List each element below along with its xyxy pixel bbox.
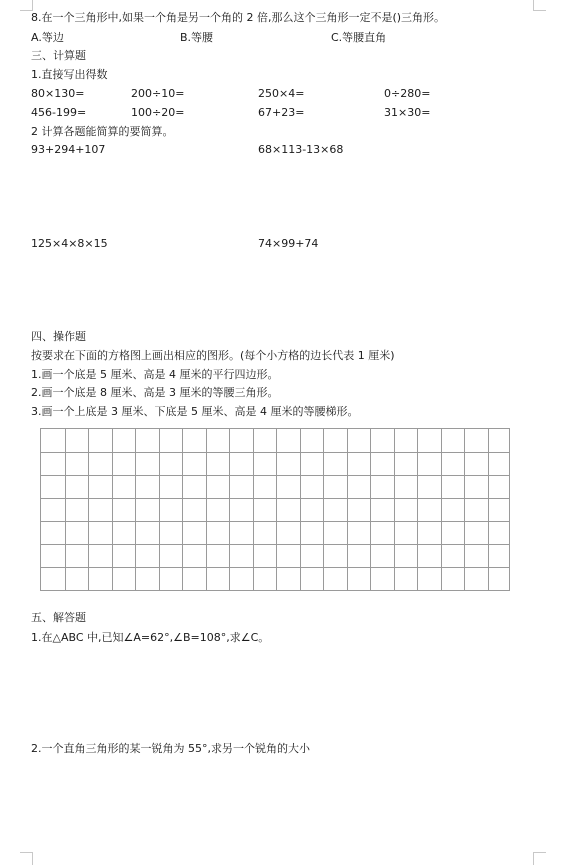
- grid-line: [347, 429, 348, 590]
- grid-line: [182, 429, 183, 590]
- grid-line: [417, 429, 418, 590]
- grid-line: [323, 429, 324, 590]
- grid-line: [370, 429, 371, 590]
- grid-line: [300, 429, 301, 590]
- section3-sub2: 2 计算各题能简算的要简算。: [31, 125, 174, 138]
- grid-paper: [40, 428, 510, 591]
- grid-line: [159, 429, 160, 590]
- calc-problem: 125×4×8×15: [31, 237, 108, 250]
- mental-math-item: 31×30=: [384, 106, 431, 119]
- q8-option-b: B.等腰: [180, 31, 214, 44]
- grid-line: [488, 429, 489, 590]
- mental-math-item: 200÷10=: [131, 87, 185, 100]
- grid-line: [41, 475, 509, 476]
- grid-line: [394, 429, 395, 590]
- mental-math-item: 0÷280=: [384, 87, 431, 100]
- grid-line: [135, 429, 136, 590]
- section5-question-2: 2.一个直角三角形的某一锐角为 55°,求另一个锐角的大小: [31, 742, 310, 755]
- crop-mark-bottom-left: [20, 852, 33, 865]
- grid-line: [88, 429, 89, 590]
- crop-mark-top-right: [533, 0, 546, 11]
- drawing-task: 3.画一个上底是 3 厘米、下底是 5 厘米、高是 4 厘米的等腰梯形。: [31, 405, 359, 418]
- grid-line: [206, 429, 207, 590]
- section3-sub1: 1.直接写出得数: [31, 68, 108, 81]
- grid-line: [229, 429, 230, 590]
- section4-title: 四、操作题: [31, 330, 86, 343]
- mental-math-item: 250×4=: [258, 87, 305, 100]
- calc-problem: 93+294+107: [31, 143, 106, 156]
- mental-math-item: 100÷20=: [131, 106, 185, 119]
- q8-option-c: C.等腰直角: [331, 31, 387, 44]
- q8-stem: 8.在一个三角形中,如果一个角是另一个角的 2 倍,那么这个三角形一定不是()三角形。: [31, 11, 446, 24]
- section5-question-1: 1.在△ABC 中,已知∠A=62°,∠B=108°,求∠C。: [31, 631, 270, 644]
- mental-math-item: 67+23=: [258, 106, 305, 119]
- grid-line: [41, 521, 509, 522]
- drawing-task: 2.画一个底是 8 厘米、高是 3 厘米的等腰三角形。: [31, 386, 279, 399]
- mental-math-item: 80×130=: [31, 87, 85, 100]
- grid-line: [41, 567, 509, 568]
- grid-line: [441, 429, 442, 590]
- grid-line: [276, 429, 277, 590]
- crop-mark-bottom-right: [533, 852, 546, 865]
- grid-line: [41, 452, 509, 453]
- section4-intro: 按要求在下面的方格图上画出相应的图形。(每个小方格的边长代表 1 厘米): [31, 349, 395, 362]
- mental-math-item: 456-199=: [31, 106, 87, 119]
- crop-mark-top-left: [20, 0, 33, 11]
- section5-title: 五、解答题: [31, 611, 86, 624]
- calc-problem: 68×113-13×68: [258, 143, 344, 156]
- q8-option-a: A.等边: [31, 31, 64, 44]
- calc-problem: 74×99+74: [258, 237, 319, 250]
- section3-title: 三、计算题: [31, 49, 86, 62]
- grid-line: [65, 429, 66, 590]
- grid-line: [464, 429, 465, 590]
- grid-line: [253, 429, 254, 590]
- grid-line: [41, 544, 509, 545]
- grid-line: [41, 498, 509, 499]
- drawing-task: 1.画一个底是 5 厘米、高是 4 厘米的平行四边形。: [31, 368, 279, 381]
- grid-line: [112, 429, 113, 590]
